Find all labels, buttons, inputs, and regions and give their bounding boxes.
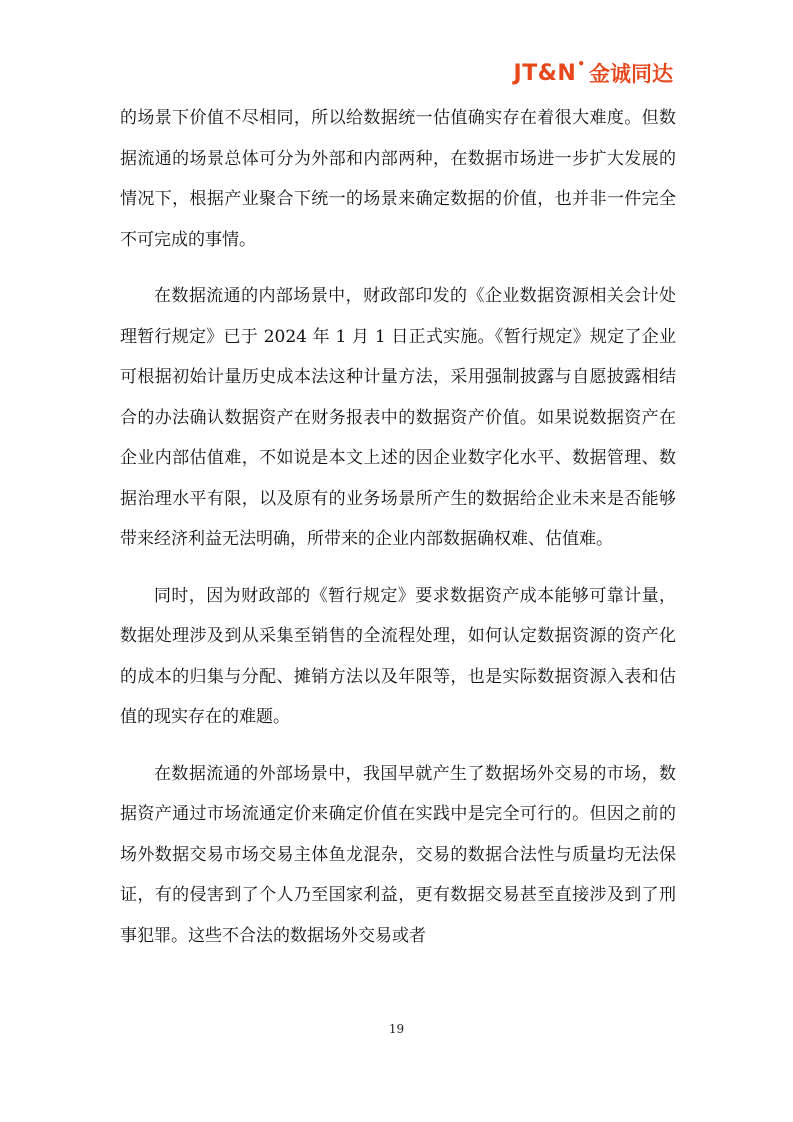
paragraph: 在数据流通的外部场景中，我国早就产生了数据场外交易的市场，数据资产通过市场流通定价来确定价值在实践中是完全可行的。但因之前的场外数据交易市场交易主体鱼龙混杂，交易的数据合法性与质量均无法保证，有的侵害到了个人乃至国家利益，更有数据交易甚至直接涉及到了刑事犯罪。这些不合法的数据场外交易或者 <box>120 763 676 946</box>
page-number: 19 <box>388 1022 405 1036</box>
document-body <box>120 98 676 972</box>
logo-chinese-text: 金诚同达 <box>589 62 673 86</box>
company-logo <box>514 58 673 88</box>
paragraph-continuation: 的场景下价值不尽相同，所以给数据统一估值确实存在着很大难度。但数据流通的场景总体可分为外部和内部两种，在数据市场进一步扩大发展的情况下，根据产业聚合下统一的场景来确定数据的价值，也并非一件完全不可完成的事情。 <box>120 108 676 250</box>
paragraph: 在数据流通的内部场景中，财政部印发的《企业数据资源相关会计处理暂行规定》已于 2024 年 1 月 1 日正式实施。《暂行规定》规定了企业可根据初始计量历史成本法这种计量方法，采用强制披露与自愿披露相结合的办法确认数据资产在财务报表中的数据资产价值。如果说数据资产在企业内部估值难，不如说是本文上述的因企业数字化水平、数据管理、数据治理水平有限，以及原有的业务场景所产生的数据给企业未来是否能够带来经济利益无法明确，所带来的企业内部数据确权难、估值难。 <box>120 286 676 549</box>
paragraph: 同时，因为财政部的《暂行规定》要求数据资产成本能够可靠计量，数据处理涉及到从采集至销售的全流程处理，如何认定数据资源的资产化的成本的归集与分配、摊销方法以及年限等，也是实际数据资源入表和估值的现实存在的难题。 <box>120 585 676 727</box>
logo-latin-text: JT&N <box>513 60 577 86</box>
logo-dot: • <box>577 57 585 71</box>
